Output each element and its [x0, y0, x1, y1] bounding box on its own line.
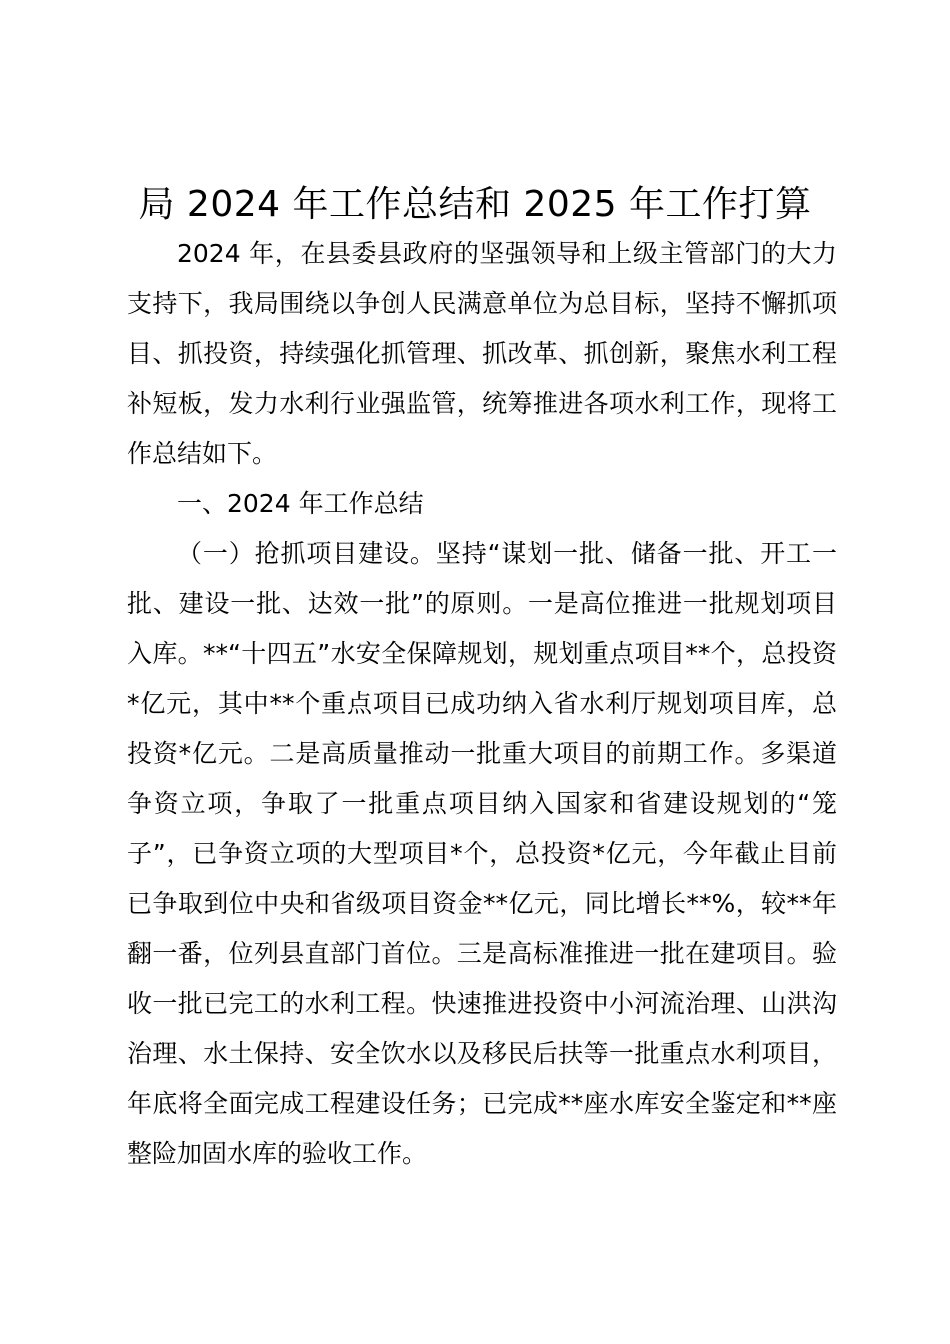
section-paragraph: （一）抢抓项目建设。坚持“谋划一批、储备一批、开工一批、建设一批、达效一批”的原则。一是高位推进一批规划项目入库。**“十四五”水安全保障规划，规划重点项目**个，总投资*亿元，其中**个重点项目已成功纳入省水利厅规划项目库，总投资*亿元。二是高质量推动一批重大项目的前期工作。多渠道争资立项，争取了一批重点项目纳入国家和省建设规划的“笼子”，已争资立项的大型项目*个，总投资*亿元，今年截止目前已争取到位中央和省级项目资金**亿元，同比增长**%，较**年翻一番，位列县直部门首位。三是高标准推进一批在建项目。验收一批已完工的水利工程。快速推进投资中小河流治理、山洪沟治理、水土保持、安全饮水以及移民后扶等一批重点水利项目，年底将全面完成工程建设任务；已完成**座水库安全鉴定和**座整险加固水库的验收工作。 — [127, 539, 837, 1168]
document-body — [127, 229, 837, 1179]
section-heading: 一、2024 年工作总结 — [177, 489, 424, 518]
document-title: 局 2024 年工作总结和 2025 年工作打算 — [138, 184, 812, 225]
intro-paragraph: 2024 年，在县委县政府的坚强领导和上级主管部门的大力支持下，我局围绕以争创人民满意单位为总目标，坚持不懈抓项目、抓投资，持续强化抓管理、抓改革、抓创新，聚焦水利工程补短板，发力水利行业强监管，统筹推进各项水利工作，现将工作总结如下。 — [127, 239, 837, 468]
